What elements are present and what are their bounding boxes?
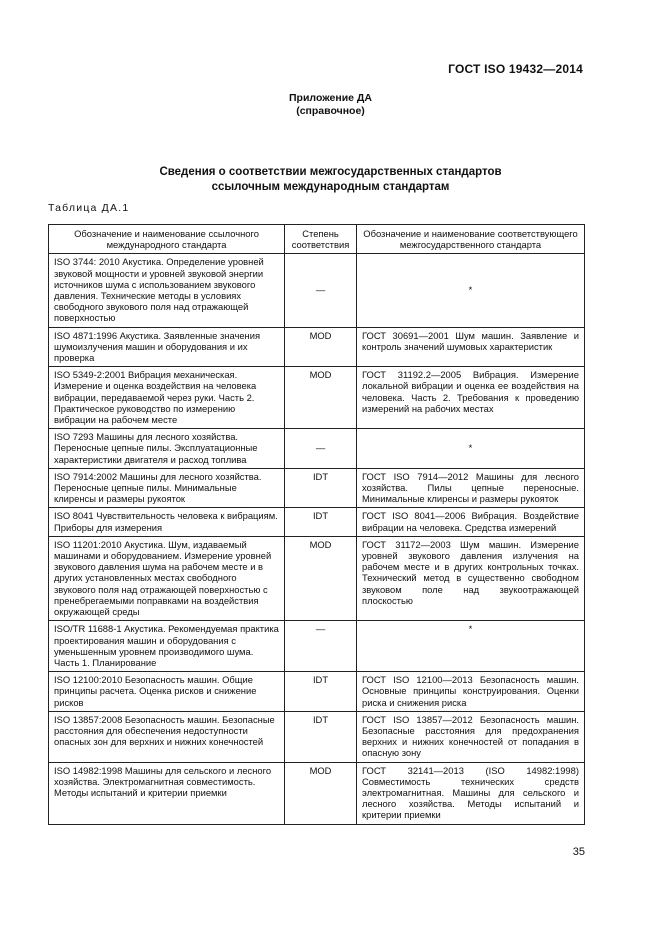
- ref-standard-cell: ISO 3744: 2010 Акустика. Определение уровней звуковой мощности и уровней звуковой энергии источников шума с использованием звукового давления. Технические методы в условиях свободного звукового поля над отражающей поверхностью: [49, 254, 285, 327]
- table-header-row: [49, 225, 585, 254]
- table-row: [49, 327, 585, 367]
- table-row: [49, 762, 585, 824]
- ref-standard-cell: ISO 12100:2010 Безопасность машин. Общие принципы расчета. Оценка рисков и снижение рисков: [49, 672, 285, 712]
- document-code: ГОСТ ISO 19432—2014: [448, 62, 583, 76]
- degree-cell: IDT: [285, 672, 357, 712]
- ref-standard-cell: ISO 11201:2010 Акустика. Шум, издаваемый машинами и оборудованием. Измерение уровней звукового давления шума на рабочем месте и в других установленных местах свободного звукового поля над отражающей поверхностью с пренебрегаемыми поправками на воздействия окружающей среды: [49, 536, 285, 620]
- degree-cell: MOD: [285, 327, 357, 367]
- degree-cell: MOD: [285, 536, 357, 620]
- equiv-standard-cell: ГОСТ 30691—2001 Шум машин. Заявление и контроль значений шумовых характеристик: [357, 327, 585, 367]
- equiv-standard-cell: ГОСТ ISO 8041—2006 Вибрация. Воздействие вибрации на человека. Средства измерений: [357, 508, 585, 536]
- degree-cell: —: [285, 621, 357, 672]
- standards-table: [48, 224, 585, 825]
- table-row: [49, 536, 585, 620]
- table-row: [49, 429, 585, 469]
- header-degree: Степень соответствия: [285, 225, 357, 254]
- annex-type: (справочное): [296, 105, 365, 117]
- degree-cell: IDT: [285, 711, 357, 762]
- degree-cell: —: [285, 254, 357, 327]
- ref-standard-cell: ISO/TR 11688-1 Акустика. Рекомендуемая практика проектирования машин и оборудования с уменьшенным уровнем производимого шума. Часть 1. Планирование: [49, 621, 285, 672]
- equiv-standard-cell: *: [357, 429, 585, 469]
- page-number: 35: [572, 846, 585, 858]
- table-row: [49, 711, 585, 762]
- ref-standard-cell: ISO 7914:2002 Машины для лесного хозяйства. Переносные цепные пилы. Минимальные клиренсы и размеры рукояток: [49, 468, 285, 508]
- degree-cell: MOD: [285, 367, 357, 429]
- ref-standard-cell: ISO 14982:1998 Машины для сельского и лесного хозяйства. Электромагнитная совместимость. Методы испытаний и критерии приемки: [49, 762, 285, 824]
- ref-standard-cell: ISO 7293 Машины для лесного хозяйства. Переносные цепные пилы. Эксплуатационные характеристики двигателя и расход топлива: [49, 429, 285, 469]
- equiv-standard-cell: ГОСТ ISO 13857—2012 Безопасность машин. Безопасные расстояния для предохранения верхних и нижних конечностей от попадания в опасную зону: [357, 711, 585, 762]
- table-row: [49, 254, 585, 327]
- degree-cell: IDT: [285, 508, 357, 536]
- annex-title: Приложение ДА: [289, 92, 372, 104]
- equiv-standard-cell: ГОСТ 32141—2013 (ISO 14982:1998) Совместимость технических средств электромагнитная. Машины для сельского и лесного хозяйства. Методы испытаний и критерии приемки: [357, 762, 585, 824]
- annex-heading: [0, 92, 661, 118]
- header-equiv-standard: Обозначение и наименование соответствующего межгосударственного стандарта: [357, 225, 585, 254]
- equiv-standard-cell: ГОСТ ISO 7914—2012 Машины для лесного хозяйства. Пилы цепные переносные. Минимальные клиренсы и размеры рукояток: [357, 468, 585, 508]
- degree-cell: MOD: [285, 762, 357, 824]
- degree-cell: IDT: [285, 468, 357, 508]
- section-title-line-1: Сведения о соответствии межгосударственных стандартов: [159, 166, 502, 178]
- table-row: [49, 672, 585, 712]
- section-title: [0, 165, 661, 195]
- ref-standard-cell: ISO 4871:1996 Акустика. Заявленные значения шумоизлучения машин и оборудования и их проверка: [49, 327, 285, 367]
- equiv-standard-cell: ГОСТ ISO 12100—2013 Безопасность машин. Основные принципы конструирования. Оценки риска и снижения риска: [357, 672, 585, 712]
- equiv-standard-cell: *: [357, 621, 585, 672]
- ref-standard-cell: ISO 13857:2008 Безопасность машин. Безопасные расстояния для обеспечения недоступности опасных зон для верхних и нижних конечностей: [49, 711, 285, 762]
- table-caption: Таблица ДА.1: [48, 202, 130, 214]
- table-row: [49, 508, 585, 536]
- equiv-standard-cell: ГОСТ 31172—2003 Шум машин. Измерение уровней звукового давления излучения на рабочем месте и в других контрольных точках. Технический метод в существенно свободном звуковом поле над звукоотражающей плоскостью: [357, 536, 585, 620]
- table-row: [49, 367, 585, 429]
- degree-cell: —: [285, 429, 357, 469]
- equiv-standard-cell: *: [357, 254, 585, 327]
- table-row: [49, 621, 585, 672]
- table-row: [49, 468, 585, 508]
- equiv-standard-cell: ГОСТ 31192.2—2005 Вибрация. Измерение локальной вибрации и оценка ее воздействия на человека. Часть 2. Требования к проведению измерений на рабочих местах: [357, 367, 585, 429]
- section-title-line-2: ссылочным международным стандартам: [211, 181, 450, 193]
- header-ref-standard: Обозначение и наименование ссылочного международного стандарта: [49, 225, 285, 254]
- ref-standard-cell: ISO 5349-2:2001 Вибрация механическая. Измерение и оценка воздействия на человека вибрации, передаваемой через руки. Часть 2. Практическое руководство по измерению вибрации на рабочем месте: [49, 367, 285, 429]
- ref-standard-cell: ISO 8041 Чувствительность человека к вибрациям. Приборы для измерения: [49, 508, 285, 536]
